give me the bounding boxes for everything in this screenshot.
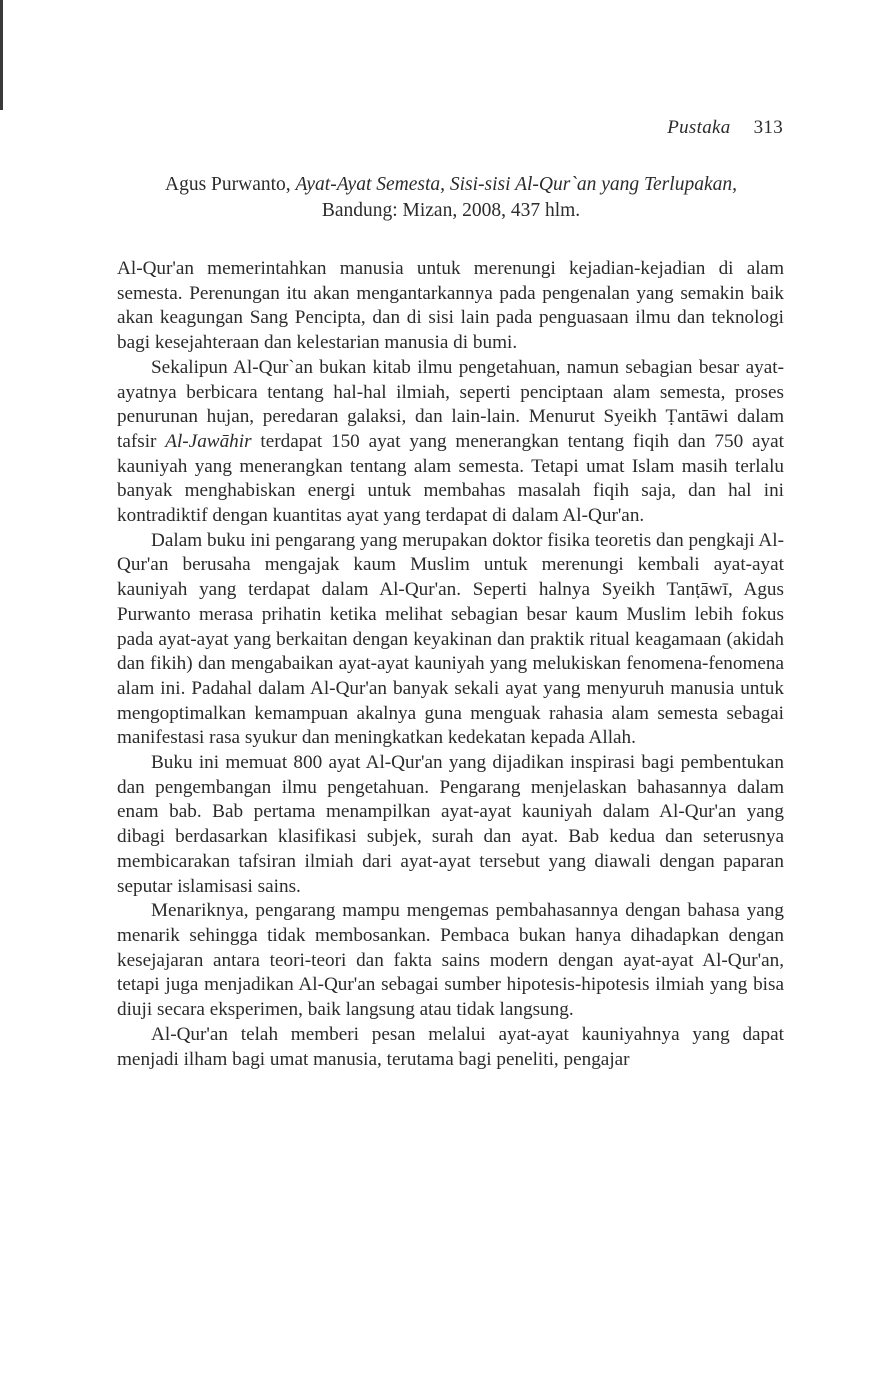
tafsir-title: Al-Jawāhir [165, 430, 252, 452]
paragraph-2-part-b: terdapat 150 ayat yang menerangkan tentang fiqih dan 750 ayat kauniyah yang menerangkan tentang alam semesta. Tetapi umat Islam masih terlalu banyak menghabiskan energi untuk membahas masalah fiqih saja, dan hal ini kontradiktif dengan kuantitas ayat yang terdapat di dalam Al-Qur'an. [117, 430, 784, 527]
citation-author: Agus Purwanto, [165, 174, 296, 195]
section-title: Pustaka [667, 117, 731, 138]
paragraph-4: Buku ini memuat 800 ayat Al-Qur'an yang dijadikan inspirasi bagi pembentukan dan pengembangan ilmu pengetahuan. Pengarang menjelaskan bahasannya dalam enam bab. Bab pertama menampilkan ayat-ayat kauniyah dalam Al-Qur'an yang dibagi berdasarkan klasifikasi subjek, surah dan ayat. Bab kedua dan seterusnya membicarakan tafsiran ilmiah dari ayat-ayat tersebut yang diawali dengan paparan seputar islamisasi sains. [117, 752, 784, 897]
paragraph-1: Al-Qur'an memerintahkan manusia untuk merenungi kejadian-kejadian di alam semesta. Perenungan itu akan mengantarkannya pada pengenalan yang semakin baik akan keagungan Sang Pencipta, dan di sisi lain pada penguasaan ilmu dan teknologi bagi kesejahteraan dan kelestarian manusia di bumi. [117, 258, 784, 354]
book-citation [118, 172, 784, 224]
page-edge-line [0, 0, 3, 110]
paragraph-2-part-a: Sekalipun Al-Qur`an bukan kitab ilmu pengetahuan, namun sebagian besar ayat-ayatnya berbicara tentang hal-hal ilmiah, seperti penciptaan alam semesta, proses penurunan hujan, peredaran galaksi, dan lain-lain. Menurut Syeikh Ṭantāwi dalam tafsir [117, 356, 784, 452]
citation-publication: Bandung: Mizan, 2008, 437 hlm. [321, 200, 581, 221]
citation-title: Ayat-Ayat Semesta, Sisi-sisi Al-Qur`an yang Terlupakan, [295, 174, 737, 195]
running-header [667, 117, 783, 139]
paragraph-2 [117, 356, 784, 529]
paragraph-5: Menariknya, pengarang mampu mengemas pembahasannya dengan bahasa yang menarik sehingga tidak membosankan. Pembaca bukan hanya dihadapkan dengan kesejajaran antara teori-teori dan fakta sains modern dengan ayat-ayat Al-Qur'an, tetapi juga menjadikan Al-Qur'an sebagai sumber hipotesis-hipotesis ilmiah yang bisa diuji secara eksperimen, baik langsung atau tidak langsung. [117, 900, 784, 1021]
review-body [117, 257, 784, 1072]
citation-line-1 [118, 172, 784, 198]
paragraph-3: Dalam buku ini pengarang yang merupakan doktor fisika teoretis dan pengkaji Al-Qur'an berusaha mengajak kaum Muslim untuk merenungi kembali ayat-ayat kauniyah yang terdapat dalam Al-Qur'an. Seperti halnya Syeikh Tanṭāwī, Agus Purwanto merasa prihatin ketika melihat sebagian besar kaum Muslim lebih fokus pada ayat-ayat yang berkaitan dengan keyakinan dan praktik ritual keagamaan (akidah dan fikih) dan mengabaikan ayat-ayat kauniyah yang melukiskan fenomena-fenomena alam ini. Padahal dalam Al-Qur'an banyak sekali ayat yang menyuruh manusia untuk mengoptimalkan kemampuan akalnya guna menguak rahasia alam semesta sebagai manifestasi rasa syukur dan meningkatkan kedekatan kepada Allah. [117, 529, 784, 749]
page-number: 313 [753, 117, 783, 138]
paragraph-6: Al-Qur'an telah memberi pesan melalui ayat-ayat kauniyahnya yang dapat menjadi ilham bagi umat manusia, terutama bagi peneliti, pengajar [117, 1023, 784, 1070]
